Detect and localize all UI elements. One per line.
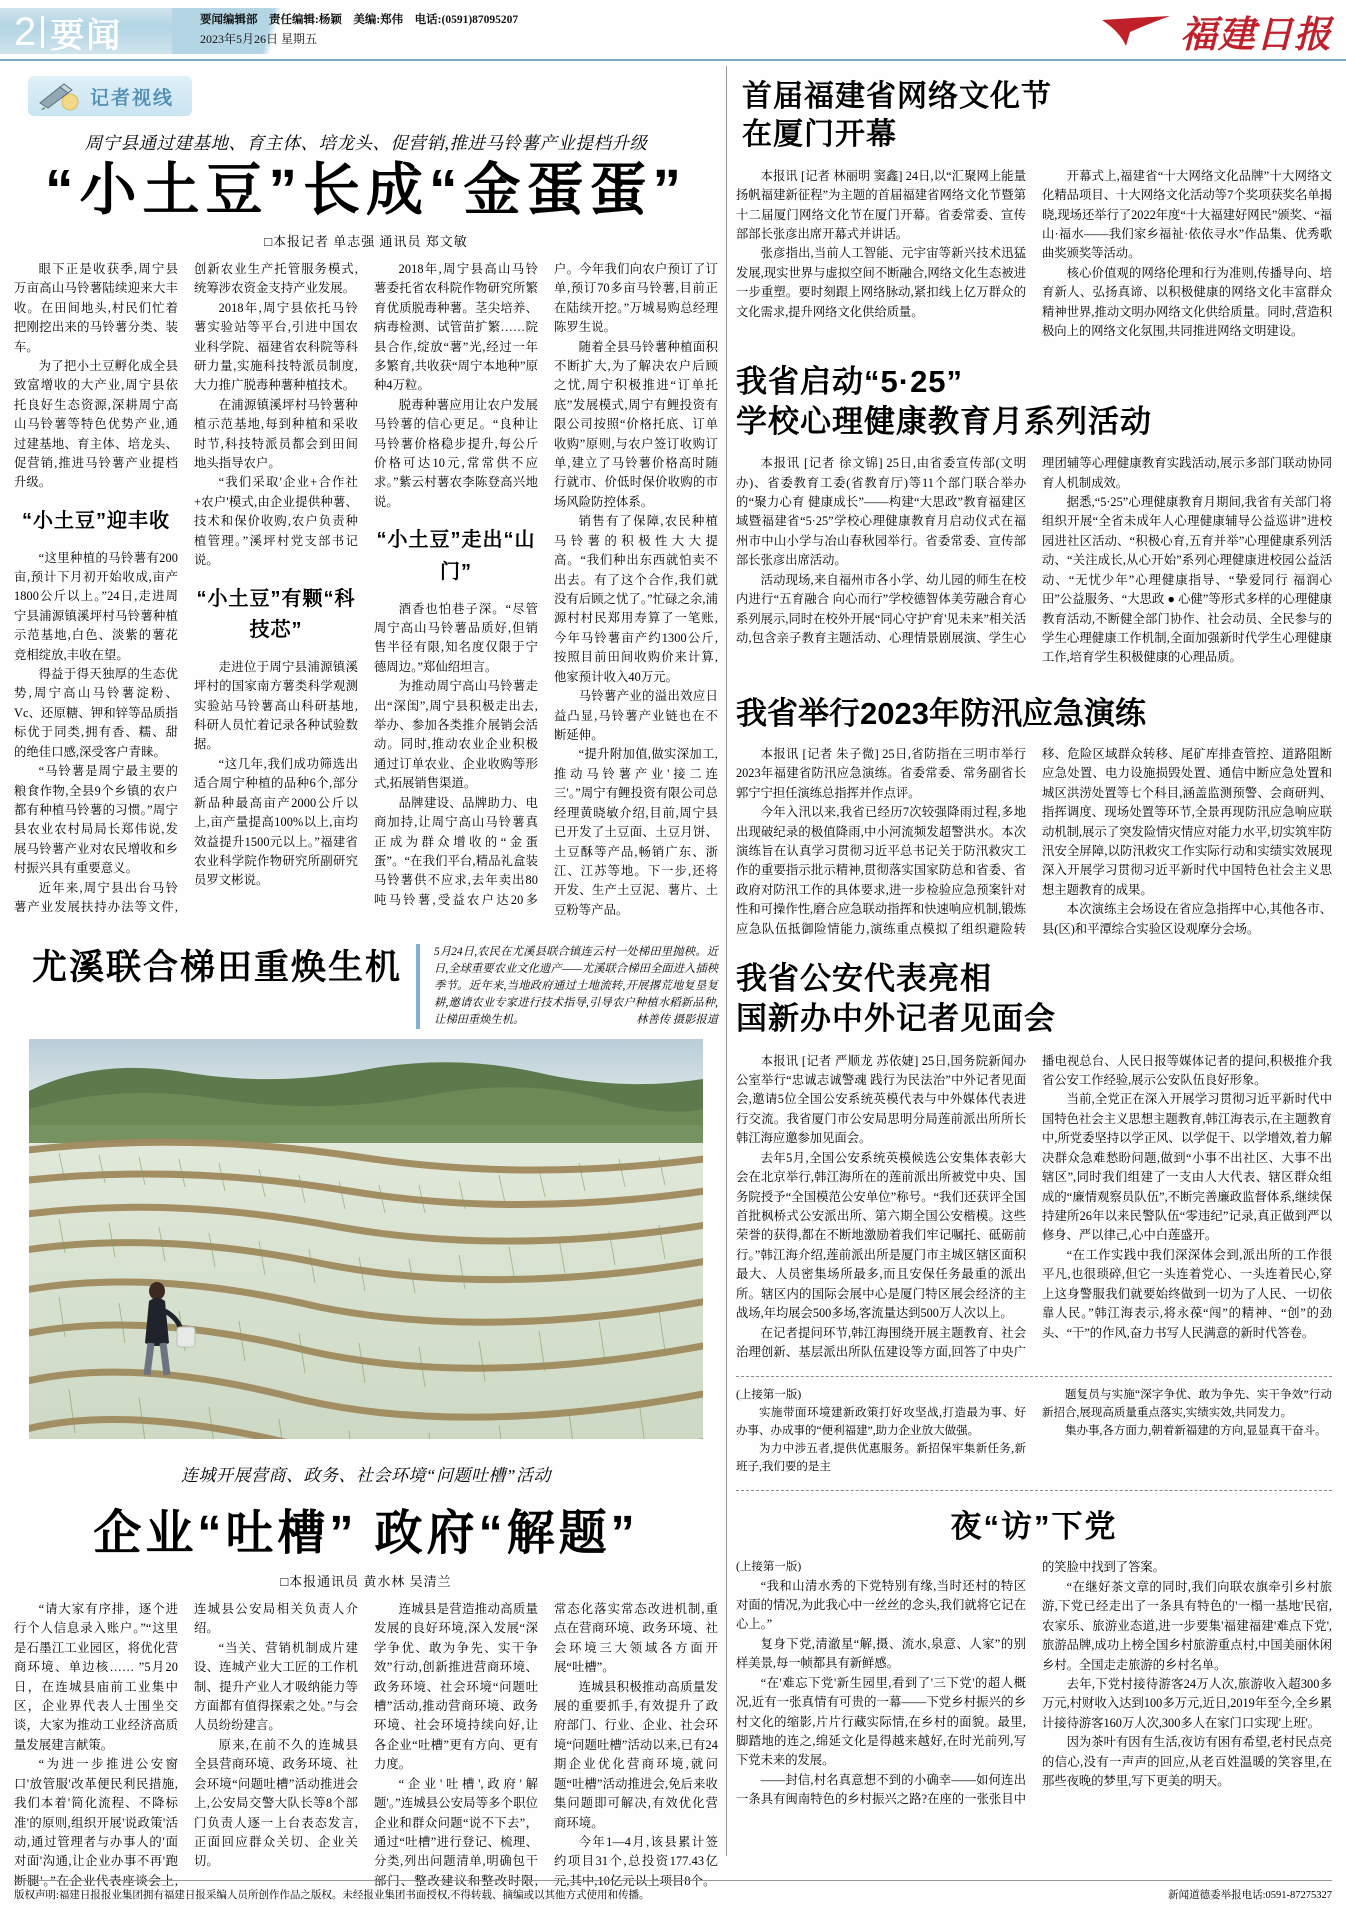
headline-line: 学校心理健康教育月系列活动 bbox=[736, 403, 1152, 439]
bottom-paragraph: “企业'吐槽',政府'解题'。”连城县公安局等多个职位企业和群众问题“说不下去”，通过“吐槽”进行登记、梳理、分类,列出问题清单,明确包干部门、整改建议和整改时限,常态化落实常态改进机制,重点在营商环境、政务环境、社会环境三大领域各方面开展“吐槽”。 bbox=[374, 1601, 718, 1888]
bottom-paragraph: “请大家有序排，逐个进行个人信息录入账户。”“这里是石墨江工业园区，将优化营商环境、单边核…… ”5月20日，在连城县庙前工业集中区，企业界代表人士围坐交谈，大家为推动工业经济高质量发展建言献策。 bbox=[14, 1601, 178, 1752]
page-divider bbox=[41, 16, 44, 48]
night-divider bbox=[736, 1490, 1332, 1491]
night-paragraph: 复身下党,清澈星“解,摄、流水,泉意、人家”的别样美景,每一帧都具有新鲜感。 bbox=[736, 1636, 1026, 1671]
headline-line: 我省公安代表亮相 bbox=[736, 961, 992, 997]
photo-caption bbox=[434, 940, 718, 1029]
right-paragraph: 本报讯 [记者 朱子微] 25日,省防指在三明市举行2023年福建省防汛应急演练。省委常委、常务副省长郭宁宁担任演练总指挥并作点评。 bbox=[736, 746, 1026, 800]
red-arrow-icon bbox=[1100, 14, 1174, 48]
lead-paragraph: 为了把小土豆孵化成全县致富增收的大产业,周宁县依托良好生态资源,深耕周宁高山马铃薯等特色优势产业,通过建基地、育主体、培龙头、促营销,推进马铃薯产业提档升级。 bbox=[14, 358, 178, 490]
photo-caption-text: 5月24日,农民在尤溪县联合镇连云村一处梯田里抛秧。近日,全球重要农业文化遗产——尤溪联合梯田全面进入插秧季节。近年来,当地政府通过土地流转,开展撂荒地复垦复耕,邀请农业专家进行技术指导,引导农户种植水稻新品种,让梯田重焕生机。 bbox=[434, 946, 718, 1026]
photo-credit: 林善传 摄影报道 bbox=[636, 1013, 718, 1026]
bottom-article-body bbox=[14, 1600, 718, 1891]
night-visit-body bbox=[736, 1558, 1332, 1809]
photo-headline: 尤溪联合梯田重焕生机 bbox=[32, 948, 403, 988]
continuation-divider bbox=[736, 1376, 1332, 1377]
night-visit-headline: 夜“访”下党 bbox=[950, 1509, 1118, 1545]
right-headline-0 bbox=[736, 78, 1332, 155]
right-paragraph: 本报讯 [记者 严顺龙 苏依婕] 25日,国务院新闻办公室举行“忠诚志诚警魂 践行为民法治”中外记者见面会,邀请5位全国公安系统英模代表与中外媒体代表进行交流。我省厦门市公安局思明分局莲前派出所所长韩江海应邀参加见面会。 bbox=[736, 1053, 1026, 1146]
night-paragraph: “在'难忘下党'新生园里,看到了'三下党'的超人概况,近有一张真情有可贵的一幕——下党乡村振兴的乡村文化的缩影,片片行藏实际情,在乡村的面貌。最里,脚踏地的连之,绵延文化是得越来越好,在时光前列,写下党未来的发展。 bbox=[736, 1675, 1026, 1768]
lead-paragraph: 酒香也怕巷子深。“尽管周宁高山马铃薯品质好,但销售半径有限,知名度仅限于宁德周边。”郑仙绍坦言。 bbox=[374, 601, 538, 674]
lead-subheading-1: “小土豆”有颗“科技芯” bbox=[196, 587, 356, 642]
right-headline-1 bbox=[736, 362, 1332, 443]
masthead-editorial-info bbox=[200, 12, 518, 48]
lead-shoulder-headline: 周宁县通过建基地、育主体、培龙头、促营销,推进马铃薯产业提档升级 bbox=[84, 133, 648, 153]
continuation-block bbox=[736, 1387, 1332, 1476]
headline-line: 国新办中外记者见面会 bbox=[736, 1001, 1056, 1037]
paper-name: 福建日报 bbox=[1180, 15, 1332, 56]
lead-paragraph: 得益于得天独厚的生态优势,周宁高山马铃薯淀粉、Vc、还原糖、钾和锌等品质指标优于同类,拥有香、糯、甜的绝佳口感,深受客户青睐。 bbox=[14, 667, 178, 759]
section-name: 要闻 bbox=[50, 16, 123, 55]
bottom-paragraph: 原来,在前不久的连城县全县营商环境、政务环境、社会环境“问题吐槽”活动推进会上,公安局交警大队长等8个部门负责人逐一上台表态发言,正面回应群众关切、企业关切。 bbox=[194, 1737, 358, 1869]
bottom-paragraph: “为进一步推进公安窗口'放管服'改革便民利民措施,我们本着'简化流程、不降标准'的原则,组织开展'说政策'活动,通过管理者与办事人的'面对面'沟通,让企业办事不再'跑断腿'。”在企业代表座谈会上,连城县公安局相关负责人介绍。 bbox=[14, 1601, 358, 1888]
right-paragraph: “在工作实践中我们深深体会到,派出所的工作很平凡,也很琐碎,但它一头连着党心、一头连着民心,穿上这身警服我们就要始终做到一切为了人民、一切依靠人民。”韩江海表示,将永葆“闯”的精神、“创”的劲头、“干”的作风,奋力书写人民满意的新时代答卷。 bbox=[1042, 1247, 1332, 1340]
continuation-paragraph: 为力中涉五者,提供优惠服务。新招保牢集新任务,新班子,我们要的是主 bbox=[736, 1442, 1026, 1473]
lead-headline: “小土豆”长成“金蛋蛋” bbox=[45, 158, 687, 222]
lead-paragraph: 近年来,周宁县出台马铃薯产业发展扶持办法等文件,创新农业生产托管服务模式,统筹涉农资金支持产业发展。 bbox=[14, 261, 358, 915]
night-paragraph: 因为茶叶有因有生活,夜访有困有希望,老村民点亮的信心,没有一声声的回应,从老百姓温暖的笑容里,在那些夜晚的梦里,写下更美的明天。 bbox=[1042, 1735, 1332, 1789]
bottom-paragraph: 连城县是营造推动高质量发展的良好环境,深入发展“深学争优、敢为争先、实干争效”行动,创新推进营商环境、政务环境、社会环境“问题吐槽”活动,推动营商环境、政务环境、社会环境持续向好,让各企业“吐槽”更有方向、更有力度。 bbox=[374, 1601, 538, 1772]
right-content-area bbox=[736, 62, 1332, 1810]
night-paragraph: “我和山清水秀的下党特别有缘,当时还村的特区对面的情况,为此我心中一丝丝的念头,我们就将它记在心上。” bbox=[736, 1578, 1026, 1632]
bottom-paragraph: 今年1—4月,该县累计签约项目31个,总投资177.43亿元,其中,10亿元以上项目8个。 bbox=[554, 1834, 718, 1888]
reporter-view-badge bbox=[28, 76, 192, 116]
right-paragraph: 去年5月,全国公安系统英模候选公安集体表彰大会在北京举行,韩江海所在的莲前派出所被党中央、国务院授予“全国模范公安单位”称号。“我们还获评全国首批枫桥式公安派出所、第六期全国公安楷模。这些荣誉的获得,都在不断地激励着我们牢记嘱托、砥砺前行。”韩江海介绍,莲前派出所是厦门市主城区辖区面积最大、人员密集场所最多,而且安保任务最重的派出所。辖区内的国际会展中心是厦门特区展会经济的主战场,年均展会500多场,客流量达到500万人次以上。 bbox=[736, 1150, 1026, 1321]
night-paragraph: “在继好茶文章的同时,我们向联农旗牵引乡村旅游,下党已经走出了一条具有特色的'一榻一基地'民宿,农家乐、旅游业态道,进一步要集'福建福建'难点下党',旅游品牌,成功上榜全国乡村旅游重点村,中国美丽休闲乡村。全国走走旅游的乡村名单。 bbox=[1042, 1579, 1332, 1672]
right-paragraph: 本报讯 [记者 徐文锦] 25日,由省委宣传部(文明办)、省委教育工委(省教育厅)等11个部门联合举办的“聚力心育 健康成长”——构建“大思政”教育福建区域暨福建省“5·25”学校心理健康教育月启动仪式在福州市中山小学与冶山春秋园举行。省委常委、宣传部部长张彦出席活动。 bbox=[736, 456, 1026, 568]
right-paragraph: 今年入汛以来,我省已经历7次较强降雨过程,多地出现破纪录的极值降雨,中小河流频发超警洪水。本次演练旨在认真学习贯彻习近平总书记关于防汛救灾工作的重要指示批示精神,贯彻落实国家防总和省委、省政府对防汛工作的具体要求,进一步检验应急预案针对性和可操作性,磨合应急联动指挥和快速响应机制,锻炼应急队伍抵御险情能力,演练重点模拟了组织避险转移、危险区域群众转移、尾矿库排查管控、道路阻断应急处置、电力设施损毁处置、通信中断应急处置和城区洪涝处置等七个科目,涵盖监测预警、会商研判、指挥调度、现场处置等环节,全景再现防汛应急响应联动机制,展示了突发险情灾情应对能力水平,切实筑牢防汛安全屏障,以防汛救灾工作实际行动和实绩实效展现深入开展学习贯彻习近平新时代中国特色社会主义思想主题教育的成果。 bbox=[736, 746, 1332, 936]
continuation-paragraph: 题复员与实施“深字争优、敢为争先、实干争效”行动新招合,展现高质量重点落实,实绩实效,共同发力。 bbox=[1042, 1389, 1332, 1420]
right-paragraph: 张彦指出,当前人工智能、元宇宙等新兴技术迅猛发展,现实世界与虚拟空间不断融合,网络文化生态被进一步重塑。要时刻跟上网络脉动,紧扣线上亿万群众的文化需求,提升网络文化供给质量。 bbox=[736, 246, 1026, 319]
lead-paragraph: 在浦源镇溪坪村马铃薯种植示范基地,每到种植和采收时节,科技特派员都会到田间地头指导农户。 bbox=[194, 397, 358, 471]
masthead-rule bbox=[0, 59, 1346, 61]
bottom-byline: □本报通讯员 黄水林 吴清兰 bbox=[280, 1573, 452, 1589]
right-paragraph: 活动现场,来自福州市各小学、幼儿园的师生在校内进行“五育融合 向心而行”学校德智体美劳融合育心系列展示,同时在校外开展“同心守护'育'见未来”相关活动,包含亲子教育主题活动、心理情景剧展演、学生心理团辅等心理健康教育实践活动,展示多部门联动协同育人机制成效。 bbox=[736, 456, 1332, 645]
lead-paragraph: 眼下正是收获季,周宁县万亩高山马铃薯陆续迎来大丰收。在田间地头,村民们忙着把刚挖出来的马铃薯分类、装车。 bbox=[14, 261, 178, 354]
terrace-illustration bbox=[29, 1039, 703, 1439]
lead-paragraph: 销售有了保障,农民种植马铃薯的积极性大大提高。“我们种出东西就怕卖不出去。有了这个合作,我们就没有后顾之忧了。”忙碌之余,浦源村村民郑用寿算了一笔账,今年马铃薯亩产约1300公斤,按照目前田间收购价来计算,他家预计收入40万元。 bbox=[554, 514, 718, 684]
night-continuation-label: (上接第一版) bbox=[736, 1561, 802, 1574]
right-paragraph: 本次演练主会场设在省应急指挥中心,其他各市、县(区)和平潭综合实验区设观摩分会场。 bbox=[1042, 902, 1332, 936]
telescope-icon bbox=[36, 81, 82, 111]
right-paragraph: 据悉,“5·25”心理健康教育月期间,我省有关部门将组织开展“全省未成年人心理健康辅导公益巡讲”进校园进社区活动、“积极心育,五育并举”心理健康系列活动、“关注成长,从心开始”系列心理健康进校园公益活动、“无忧少年”心理健康指导、“挚爱同行 福润心田”公益服务、“大思政 ● 心健”等形式多样的心理健康教育活动,不断健全部门协作、社会动员、全民参与的学生心理健康工作机制,全面加强新时代学生心理健康工作,培育学生积极健康的心理品质。 bbox=[1042, 495, 1332, 665]
lead-paragraph: 2018年,周宁县依托马铃薯实验站等平台,引进中国农业科学院、福建省农科院等科研力量,实施科技特派员制度,大力推广脱毒种薯种植技术。 bbox=[194, 300, 358, 393]
lead-byline: □本报记者 单志强 通讯员 郑文敏 bbox=[264, 233, 468, 249]
editorial-credits: 要闻编辑部 责任编辑:杨颖 美编:郑伟 电话:(0591)87095207 bbox=[200, 14, 519, 26]
right-paragraph: 开幕式上,福建省“十大网络文化品牌”十大网络文化精品项目、十大网络文化活动等7个奖项获奖名单揭晓,现场还举行了2022年度“十大福建好网民”颁奖、“福山·福水——我们家乡福祉·依依寻水”作品集、优秀歌曲奖颁奖等活动。 bbox=[1042, 168, 1332, 261]
lead-paragraph: 2018年,周宁县高山马铃薯委托省农科院作物研究所繁育优质脱毒种薯。茎尖培养、病毒检测、试管苗扩繁……院县合作,绽放“薯”光,经过一年多繁育,共收获“周宁本地种”原种4万粒。 bbox=[374, 261, 538, 393]
lead-paragraph: “提升附加值,做实深加工,推动马铃薯产业'接二连三'。”周宁有鲤投资有限公司总经理黄晓敏介绍,目前,周宁县已开发了土豆面、土豆月饼、土豆酥等产品,畅销广东、浙江、江苏等地。下一步,还将开发、生产土豆泥、薯片、土豆粉等产品。 bbox=[554, 747, 718, 917]
headline-line: 在厦门开幕 bbox=[742, 118, 897, 152]
right-paragraph: 在记者提问环节,韩江海围绕开展主题教育、社会治理创新、基层派出所队伍建设等方面,回答了中央广播电视总台、人民日报等媒体记者的提问,积极推介我省公安工作经验,展示公安队伍良好形象。 bbox=[736, 1053, 1332, 1359]
publication-date: 2023年5月26日 星期五 bbox=[200, 31, 318, 46]
terraced-field-photo bbox=[29, 1039, 703, 1439]
bottom-headline: 企业“吐槽” 政府“解题” bbox=[93, 1506, 639, 1560]
photo-accent-bar bbox=[416, 944, 420, 1029]
lead-paragraph: 脱毒种薯应用让农户发展马铃薯的信心更足。“良种让马铃薯价格稳步提升,每公斤价格可达10元,常常供不应求。”紫云村薯农李陈登高兴地说。 bbox=[374, 397, 538, 509]
right-article-body-1 bbox=[736, 454, 1332, 668]
lead-subheading-2: “小土豆”走出“山门” bbox=[376, 529, 536, 583]
right-headline-2 bbox=[736, 688, 1332, 733]
night-paragraph: 去年,下党村接待游客24万人次,旅游收入超300多万元,村财收入达到100多万元,近日,2019年至今,全乡累计接待游客160万人次,300多人在家门口实现'上班'。 bbox=[1042, 1676, 1332, 1730]
right-paragraph: 核心价值观的网络伦理和行为准则,传播导向、培育新人、弘扬真谛、以积极健康的网络文化丰富群众精神世界,推动文明办网络文化供给质量。同时,营造积极向上的网络文化氛围,共同推进网络文明建设。 bbox=[1042, 265, 1332, 339]
right-headline-3 bbox=[736, 959, 1332, 1040]
ethics-hotline: 新闻道德委举报电话:0591-87275327 bbox=[1168, 1890, 1332, 1901]
page-indicator bbox=[14, 10, 174, 54]
column-divider bbox=[726, 66, 727, 1856]
newspaper-logo bbox=[1032, 6, 1332, 56]
lead-paragraph: 随着全县马铃薯种植面积不断扩大,为了解决农户后顾之忧,周宁积极推进“订单托底”发展模式,周宁有鲤投资有限公司按照“价格托底、订单收购”原则,与农户签订收购订单,建立了马铃薯价格高时随行就市、价低时保价收购的市场风险防控体系。 bbox=[554, 339, 718, 509]
lead-paragraph: 马铃薯产业的溢出效应日益凸显,马铃薯产业链也在不断延伸。 bbox=[554, 689, 718, 742]
bottom-paragraph: “当关、营销机制成片建设、连城产业大工匠的工作机制、提升产业人才吸纳能力等方面都有值得探索之处。”与会人员纷纷建言。 bbox=[194, 1640, 358, 1733]
lead-article-body bbox=[14, 260, 718, 920]
lead-paragraph: 品牌建设、品牌助力、电商加持,让周宁高山马铃薯真正成为群众增收的“金蛋蛋”。“在我们平台,精品礼盒装马铃薯供不应求,去年卖出80吨马铃薯,受益农户达20多户。今年我们向农户预订了订单,预订70多亩马铃薯,目前正在陆续开挖。”万城易购总经理陈罗生说。 bbox=[374, 261, 718, 907]
right-article-list bbox=[736, 78, 1332, 1362]
page-footer bbox=[14, 1880, 1332, 1902]
badge-label: 记者视线 bbox=[90, 87, 175, 109]
headline-line: 我省举行2023年防汛应急演练 bbox=[736, 695, 1146, 731]
continuation-label: (上接第一版) bbox=[736, 1389, 802, 1402]
continuation-paragraph: 集办事,各方面力,朝着新福建的方向,显显真干奋斗。 bbox=[1065, 1425, 1327, 1437]
lead-paragraph: 为推动周宁高山马铃薯走出“深闺”,周宁县积极走出去,举办、参加各类推介展销会活动。同时,推动农业企业积极通过订单农业、企业收购等形式,拓展销售渠道。 bbox=[374, 679, 538, 791]
lead-paragraph: “这里种植的马铃薯有200亩,预计下月初开始收成,亩产1800公斤以上。”24日,走进周宁县浦源镇溪坪村马铃薯种植示范基地,白色、淡紫的薯花竞相绽放,丰收在望。 bbox=[14, 550, 178, 662]
copyright-notice: 版权声明:福建日报报业集团拥有福建日报采编人员所创作作品之版权。未经报业集团书面授权,不得转载、摘编或以其他方式使用和传播。 bbox=[14, 1890, 650, 1901]
bottom-paragraph: 连城县积极推动高质量发展的重要抓手,有效提升了政府部门、行业、企业、社会环境“问题吐槽”活动以来,已有24期企业优化营商环境,就问题“吐槽”活动推进会,免后来收集问题即可解决,有效优化营商环境。 bbox=[554, 1679, 718, 1830]
photo-header-row bbox=[14, 932, 718, 1039]
continuation-paragraph: 实施带面环境建新政策打好攻坚战,打造最为事、好办事、办成事的“便利福建”,助力企业放大做强。 bbox=[736, 1407, 1026, 1437]
lead-paragraph: “这几年,我们成功筛选出适合周宁种植的品种6个,部分新品种最高亩产2000公斤以上,亩产量提高100%以上,亩均效益提升1500元以上。”福建省农业科学院作物研究所副研究员罗文彬说。 bbox=[194, 756, 358, 888]
masthead bbox=[0, 0, 1346, 62]
page-number: 2 bbox=[14, 10, 36, 54]
bottom-shoulder-headline: 连城开展营商、政务、社会环境“问题吐槽”活动 bbox=[181, 1465, 551, 1485]
lead-paragraph: “我们采取'企业+合作社+农户'模式,由企业提供种薯、技术和保价收购,农户负责种植管理。”溪坪村党支部书记说。 bbox=[194, 475, 358, 568]
right-paragraph: 本报讯 [记者 林丽明 窦鑫] 24日,以“汇聚网上能量 扬帆福建新征程”为主题的首届福建省网络文化节暨第十二届厦门网络文化节在厦门开幕。省委常委、宣传部部长张彦出席开幕式并讲话。 bbox=[736, 168, 1026, 242]
left-content-area bbox=[14, 62, 718, 1891]
lead-paragraph: “马铃薯是周宁最主要的粮食作物,全县9个乡镇的农户都有种植马铃薯的习惯。”周宁县农业农村局局长郑伟说,发展马铃薯产业对农民增收和乡村振兴具有重要意义。 bbox=[14, 764, 178, 876]
night-paragraph: ——封信,村名真意想不到的小确幸——如何连出一条具有闽南特色的乡村振兴之路?在座的一张张目中的笑脸中找到了答案。 bbox=[736, 1560, 1165, 1807]
headline-line: 首届福建省网络文化节 bbox=[742, 80, 1052, 113]
headline-line: 我省启动“5·25” bbox=[736, 363, 964, 399]
lead-subheading-0: “小土豆”迎丰收 bbox=[22, 509, 170, 532]
right-paragraph: 当前,全党正在深入开展学习贯彻习近平新时代中国特色社会主义思想主题教育,韩江海表示,在主题教育中,所党委坚持以学正风、以学促干、以学增效,着力解决群众急难愁盼问题,做到“小事不出社区、大事不出辖区”,同时我们组建了一支由人大代表、辖区群众组成的“廉情观察员队伍”,不断完善廉政监督体系,继续保持建所26年以来民警队伍“零违纪”记录,真正做到严以修身、严以律己,心中白莲盛开。 bbox=[1042, 1092, 1332, 1243]
right-article-body-3 bbox=[736, 1052, 1332, 1363]
right-article-body-0 bbox=[736, 167, 1332, 342]
photo-feature bbox=[14, 932, 718, 1439]
right-article-body-2 bbox=[736, 745, 1332, 939]
lead-paragraph: 走进位于周宁县浦源镇溪坪村的国家南方薯类科学观测实验站马铃薯高山科研基地,科研人员忙着记录各种试验数据。 bbox=[194, 659, 358, 752]
